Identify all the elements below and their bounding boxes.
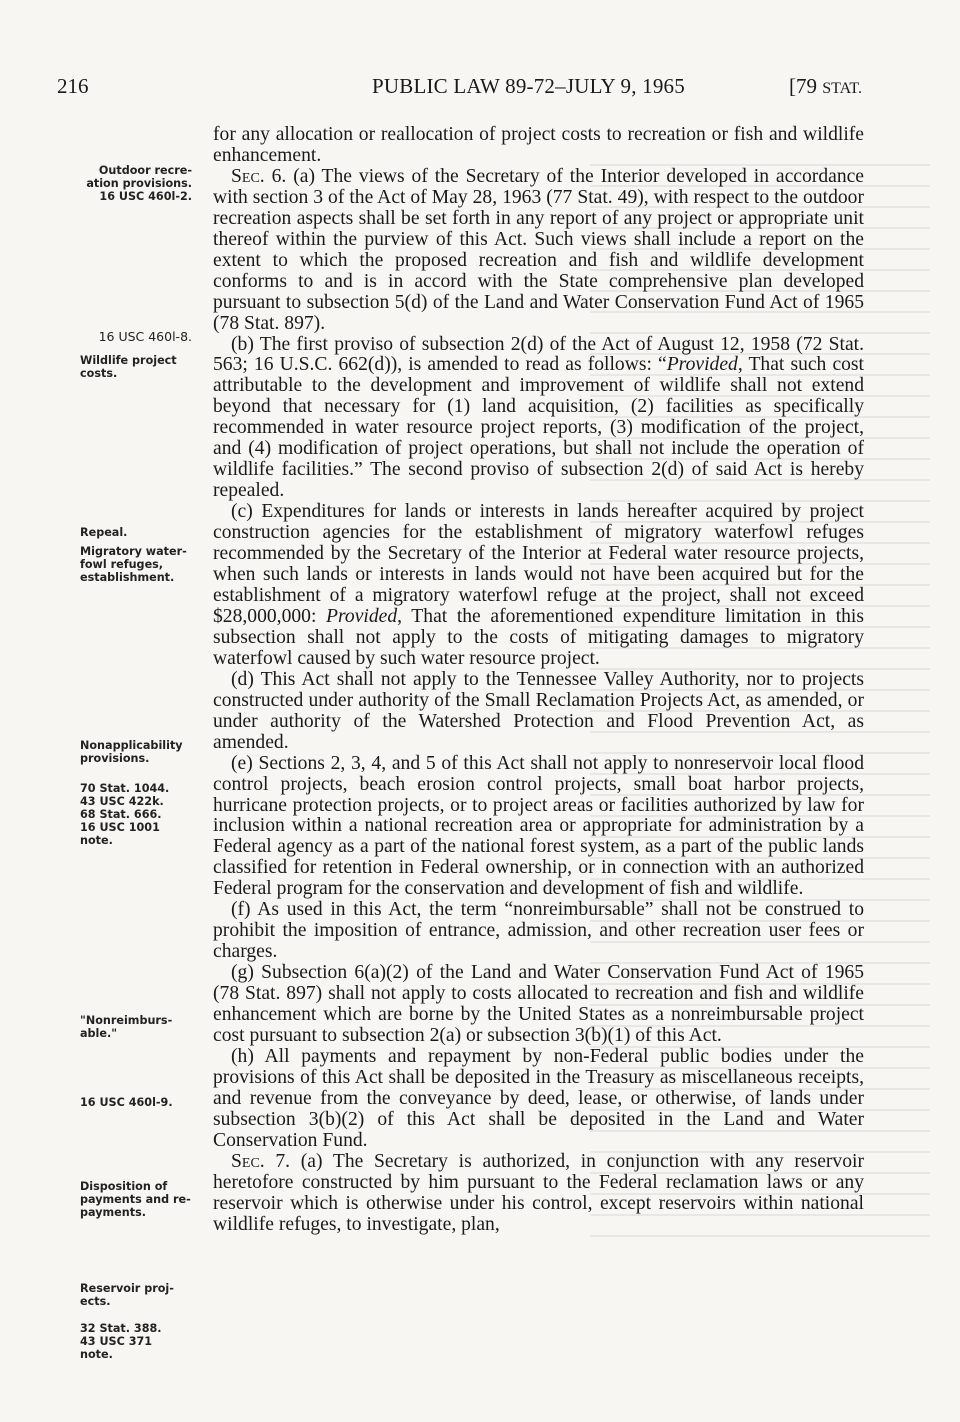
paragraph-sec-6b: (b) The first proviso of subsection 2(d) of the Act of August 12, 1958 (72 Stat. 563; 16 U.S.C. 662(d)), is amended to read as follows: “Provided, That such cost attributable to the development and improvement of wildlife shall not extend beyond that necessary for (1) land acquisition, (2) facilities as specifically recommended in water resource project reports, (3) modification of the project, and (4) modification of project operations, but shall not include the operation of wildlife facilities.” The second proviso of subsection 2(d) of said Act is hereby repealed. bbox=[213, 333, 865, 502]
header-title: PUBLIC LAW 89-72–JULY 9, 1965 bbox=[372, 74, 685, 98]
margin-note-disposition-payments: Disposition of payments and re- payments. bbox=[80, 1180, 191, 1219]
paragraph-sec-6h: (h) All payments and repayment by non-Federal public bodies under the provisions of this Act shall be deposited in the Treasury as miscellaneous receipts, and revenue from the conveyance by deed, lease, or otherwise, of lands under subsection 3(b)(2) of this Act shall be deposited in the Land and Water Conservation Fund. bbox=[213, 1045, 864, 1151]
paragraph-allocation-continuation: for any allocation or reallocation of project costs to recreation or fish and wildlife enhancement. bbox=[213, 124, 864, 166]
paragraph-sec-7a: Sec. 7. (a) The Secretary is authorized, in conjunction with any reservoir heretofore constructed by him pursuant to the Federal reclamation laws or any reservoir which is otherwise under his control, except reservoirs within national wildlife refuges, to investigate, plan, bbox=[213, 1150, 864, 1235]
section-heading: Sec. 7. bbox=[231, 1150, 291, 1172]
paragraph-sec-6d: (d) This Act shall not apply to the Tennessee Valley Authority, nor to projects constructed under authority of the Small Reclamation Projects Act, as amended, or under authority of the Watershed Protection and Flood Prevention Act, as amended. bbox=[213, 668, 864, 753]
margin-note-reservoir-projects: Reservoir proj- ects. bbox=[80, 1282, 174, 1308]
paragraph-sec-6c: (c) Expenditures for lands or interests in lands hereafter acquired by project construction agencies for the establishment of migratory waterfowl refuges recommended by the Secretary of the Interior at Federal water resource projects, when such lands or interests in lands would not have been acquired but for the establishment of a migratory waterfowl refuge at the project, shall not exceed $28,000,000: Provided, That the aforementioned expenditure limitation in this subsection shall not apply to the costs of mitigating damages to migratory waterfowl caused by such water resource project. bbox=[213, 501, 865, 669]
section-heading: Sec. 6. bbox=[231, 165, 287, 187]
statute-body bbox=[213, 125, 864, 1236]
margin-note-reclamation-citations: 32 Stat. 388. 43 USC 371 note. bbox=[80, 1322, 162, 1361]
margin-note-wildlife-project-costs: Wildlife project costs. bbox=[80, 354, 177, 380]
margin-note-migratory-waterfowl: Migratory water- fowl refuges, establishment. bbox=[80, 545, 187, 584]
paragraph-sec-6f: (f) As used in this Act, the term “nonreimbursable” shall not be construed to prohibit the imposition of entrance, admission, and other recreation user fees or charges. bbox=[213, 899, 864, 963]
page-number: 216 bbox=[57, 74, 89, 98]
margin-note-nonapplicability: Nonapplicability provisions. bbox=[80, 739, 183, 765]
margin-note-16usc-460l-8: 16 USC 460l-8. bbox=[98, 329, 192, 344]
margin-note-outdoor-recreation: Outdoor recre- ation provisions. 16 USC 460l-2. bbox=[86, 164, 192, 203]
margin-note-repeal: Repeal. bbox=[80, 526, 128, 539]
margin-note-citations: 70 Stat. 1044. 43 USC 422k. 68 Stat. 666. 16 USC 1001 note. bbox=[80, 782, 170, 847]
header-stat-citation: [79 STAT. bbox=[789, 74, 863, 98]
paragraph-sec-6a: Sec. 6. (a) The views of the Secretary of the Interior developed in accordance with section 3 of the Act of May 28, 1963 (77 Stat. 49), with respect to the outdoor recreation aspects shall be set forth in any report of any project or appropriate unit thereof within the purview of this Act. Such views shall include a report on the extent to which the proposed recreation and fish and wildlife development conforms to and is in accord with the State comprehensive plan developed pursuant to subsection 5(d) of the Land and Water Conservation Fund Act of 1965 (78 Stat. 897). bbox=[213, 165, 865, 334]
margin-note-nonreimbursable: "Nonreimburs- able." bbox=[80, 1014, 173, 1040]
paragraph-sec-6g: (g) Subsection 6(a)(2) of the Land and Water Conservation Fund Act of 1965 (78 Stat. 897) shall not apply to costs allocated to recreation and fish and wildlife enhancement which are borne by the United States as a nonreimbursable project cost pursuant to subsection 2(a) or subsection 3(b)(1) of this Act. bbox=[213, 962, 864, 1046]
paragraph-sec-6e: (e) Sections 2, 3, 4, and 5 of this Act shall not apply to nonreservoir local flood control projects, beach erosion control projects, small boat harbor projects, hurricane protection projects, or to project areas or facilities authorized by law for inclusion within a national recreation area or appropriate for administration by a Federal agency as a part of the national forest system, as a part of the public lands classified for retention in Federal ownership, or in connection with an authorized Federal program for the conservation and development of fish and wildlife. bbox=[213, 752, 864, 900]
margin-note-16usc-460l-9: 16 USC 460l-9. bbox=[80, 1096, 173, 1109]
running-header bbox=[0, 74, 960, 104]
